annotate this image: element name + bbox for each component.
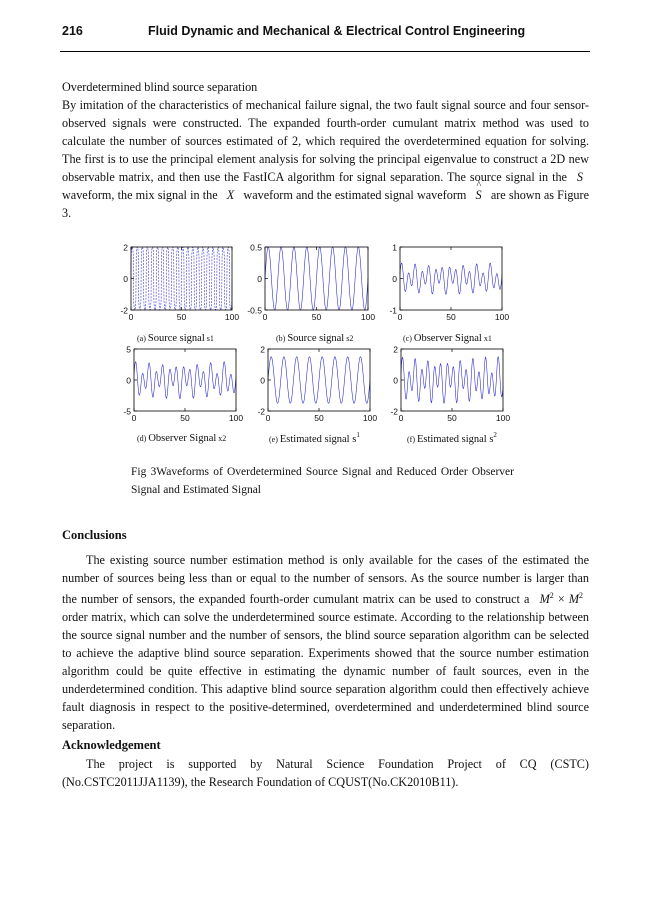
journal-title: Fluid Dynamic and Mechanical & Electrical Control Engineering (148, 24, 526, 38)
panel-f-label: (f) Estimated signal $s^2$ (407, 431, 497, 445)
symbol-s-hat: ^ S (476, 186, 482, 204)
panel-2-xtick-label: 0 (397, 312, 403, 322)
panel-4-ytick-label: -2 (257, 406, 265, 417)
panel-0-xtick-label: 0 (128, 312, 134, 322)
panel-0-xtick-label: 100 (224, 312, 240, 322)
panel-1-xtick-label: 100 (360, 312, 376, 322)
math-m2xm2: $M^2 \times M^2$ (539, 591, 584, 607)
figure-caption: Fig 3Waveforms of Overdetermined Source Signal and Reduced Order Observer Signal and Estimated Signal (131, 466, 514, 496)
panel-1-ytick-label: 0 (257, 274, 262, 284)
panel-0-ytick-label: 2 (123, 242, 128, 253)
panel-0-series-line (131, 247, 232, 310)
panel-3-series-line (134, 362, 236, 399)
panel-4-xtick-label: 100 (362, 413, 378, 423)
acknowledgement-paragraph: The project is supported by Natural Science Foundation Project of CQ (CSTC) (No.CSTC2011JJA1139), the Research Foundation of CQUST(No.CK2010B11). (62, 757, 589, 789)
panel-c-label: (c) Observer Signal x1 (403, 333, 492, 344)
panel-0-xtick-label: 50 (176, 312, 187, 322)
panel-2-ytick-label: -1 (389, 305, 397, 316)
conclusions-text-1: The existing source number estimation method is only available for the cases of the estimated the number of sources being less than or equal to the number of sensors. As the source number is larger than the number of sensors, the expanded fourth-order cumulant matrix can be used to construct a (62, 553, 589, 607)
panel-3-xtick-label: 50 (180, 413, 190, 423)
intro-text-2: waveform, the mix signal in the (62, 188, 218, 202)
panel-d-label: (d) Observer Signal x2 (137, 433, 227, 444)
page-number: 216 (62, 24, 83, 38)
intro-text-4: are shown as Figure 3. (62, 188, 589, 220)
conclusions-heading: Conclusions (62, 528, 127, 542)
panel-a-label: (a) Source signal s1 (137, 333, 214, 344)
symbol-x: X (226, 188, 235, 202)
panel-3-ytick-label: 5 (126, 344, 131, 355)
panel-4-xtick-label: 0 (265, 413, 271, 423)
panel-3-frame (134, 349, 236, 411)
panel-e-label: (e) Estimated signal $s^1$ (269, 431, 360, 445)
conclusions-paragraph (62, 551, 589, 734)
panel-b-label: (b) Source signal s2 (276, 333, 354, 344)
panel-3-xtick-label: 0 (131, 413, 137, 423)
panel-5-xtick-label: 50 (447, 413, 457, 423)
panel-0-ytick-label: 0 (123, 274, 128, 284)
panel-2-series-line (400, 263, 502, 294)
panel-4-series-line (268, 357, 370, 403)
acknowledgement-heading: Acknowledgement (62, 738, 161, 752)
panel-2-xtick-label: 50 (446, 312, 456, 322)
panel-5-ytick-label: -2 (390, 406, 398, 417)
panel-2-ytick-label: 1 (392, 242, 397, 253)
intro-text-3: waveform and the estimated signal waveform (243, 188, 467, 202)
panel-5-ytick-label: 0 (393, 375, 398, 386)
panel-1-ytick-label: 0.5 (250, 242, 262, 253)
panel-2-frame (400, 247, 502, 310)
panel-1-ytick-label: -0.5 (247, 305, 262, 316)
panel-4-xtick-label: 50 (314, 413, 324, 423)
panel-3-xtick-label: 100 (228, 413, 244, 423)
panel-1-xtick-label: 0 (262, 312, 268, 322)
intro-heading: Overdetermined blind source separation (62, 80, 258, 94)
panel-2-xtick-label: 100 (494, 312, 510, 322)
panel-4-ytick-label: 2 (260, 344, 265, 355)
conclusions-text-2: order matrix, which can solve the underdetermined source estimate. According to the relationship between the source signal number and the number of sensors, the blind source separation algorithm can be selected to achieve the adaptive blind source separation. Experiments showed that the source number estimation algorithm could be quite effective in estimating the dynamic number of fault sources, even in the underdetermined condition. This adaptive blind source separation algorithm could then effectively achieve fault diagnosis in respect to the positive-determined, overdetermined and underdetermined blind source separation. (62, 610, 589, 733)
panel-3-ytick-label: -5 (123, 406, 131, 417)
intro-text-1: By imitation of the characteristics of mechanical failure signal, the two fault signal source and four sensor-observed signals were constructed. The expanded fourth-order cumulant matrix method was used to calculate the number of sources estimated of 2, which required the overdetermined equation for solving. The first is to use the principal element analysis for solving the principal eigenvalue to construct a 2D new observable matrix, and then use the FastICA algorithm for signal separation. The source signal in the (62, 98, 589, 184)
panel-1-series-line (265, 247, 368, 310)
panel-0-ytick-label: -2 (120, 305, 128, 316)
panel-3-ytick-label: 0 (126, 375, 131, 386)
panel-5-xtick-label: 0 (398, 413, 404, 423)
panel-2-ytick-label: 0 (392, 274, 397, 284)
panel-1-xtick-label: 50 (311, 312, 322, 322)
panel-5-series-line (401, 357, 503, 403)
panel-4-ytick-label: 0 (260, 375, 265, 386)
panel-5-ytick-label: 2 (393, 344, 398, 355)
panel-5-xtick-label: 100 (495, 413, 511, 423)
symbol-s: S (576, 170, 584, 184)
